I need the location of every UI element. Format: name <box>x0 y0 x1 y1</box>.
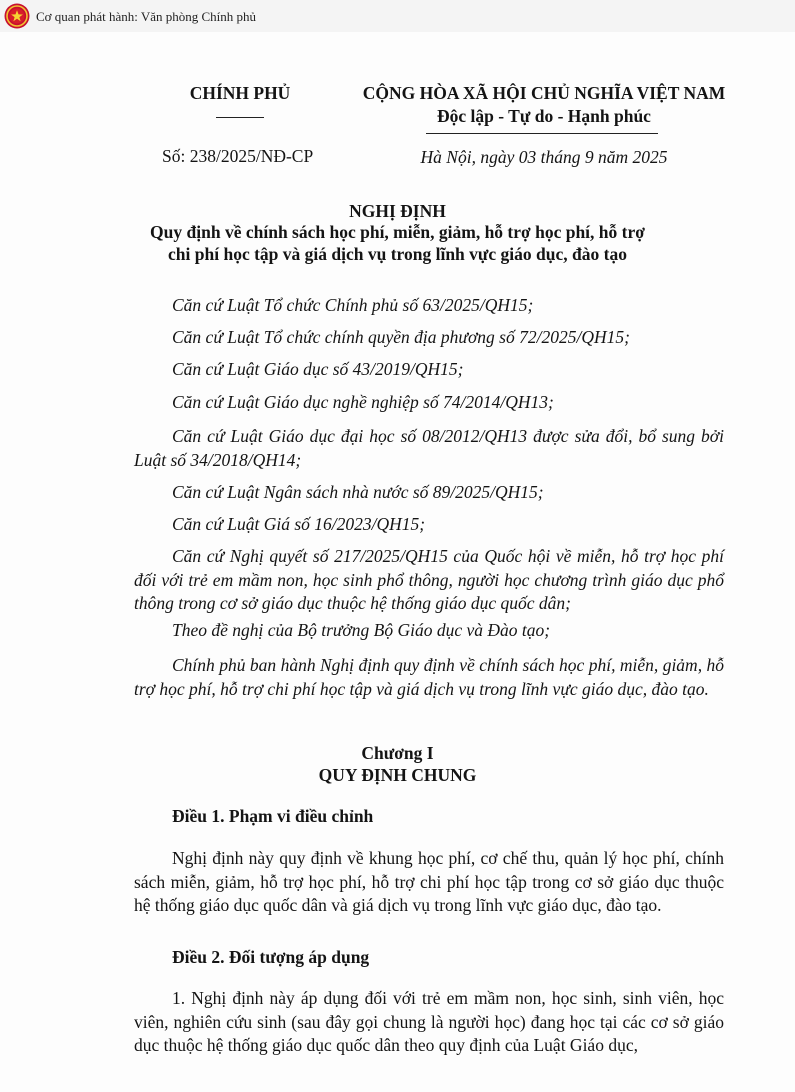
enactment-statement: Chính phủ ban hành Nghị định quy định về chính sách học phí, miễn, giảm, hỗ trợ học phí, hỗ trợ chi phí học tập và giá dịch vụ trong lĩnh vực giáo dục, đào tạo. <box>134 655 724 699</box>
legal-basis: Căn cứ Luật Tổ chức Chính phủ số 63/2025/QH15; <box>172 295 534 315</box>
article-1-title: Điều 1. Phạm vi điều chỉnh <box>172 806 374 826</box>
legal-basis: Căn cứ Luật Ngân sách nhà nước số 89/2025/QH15; <box>172 482 544 502</box>
legal-basis: Căn cứ Nghị quyết số 217/2025/QH15 của Quốc hội về miễn, hỗ trợ học phí đối với trẻ em mầm non, học sinh phổ thông, người học chương trình giáo dục phổ thông trong cơ sở giáo dục thuộc hệ thống giáo dục quốc dân; <box>134 546 724 613</box>
issuer-underline <box>216 117 264 118</box>
document-number: Số: 238/2025/NĐ-CP <box>162 146 314 166</box>
chapter-label: Chương I <box>361 743 434 763</box>
subject-line-1: Quy định về chính sách học phí, miễn, giảm, hỗ trợ học phí, hỗ trợ <box>150 222 645 242</box>
place-date: Hà Nội, ngày 03 tháng 9 năm 2025 <box>420 147 668 167</box>
document-type: NGHỊ ĐỊNH <box>349 201 446 221</box>
article-2-body: 1. Nghị định này áp dụng đối với trẻ em mầm non, học sinh, sinh viên, học viên, nghiên cứu sinh (sau đây gọi chung là người học) đang học tại các cơ sở giáo dục thuộc hệ thống giáo dục quốc dân theo quy định của Luật Giáo dục, <box>134 988 724 1055</box>
issuer-org: CHÍNH PHỦ <box>189 83 291 103</box>
legal-basis: Theo đề nghị của Bộ trưởng Bộ Giáo dục và Đào tạo; <box>172 620 551 640</box>
header-bar <box>0 0 795 33</box>
country-name: CỘNG HÒA XÃ HỘI CHỦ NGHĨA VIỆT NAM <box>362 83 726 103</box>
article-2-title: Điều 2. Đối tượng áp dụng <box>172 947 370 967</box>
document-page <box>0 32 795 1092</box>
national-emblem-icon <box>4 3 30 29</box>
chapter-title: QUY ĐỊNH CHUNG <box>318 765 477 785</box>
subject-line-2: chi phí học tập và giá dịch vụ trong lĩnh vực giáo dục, đào tạo <box>168 244 627 264</box>
legal-basis: Căn cứ Luật Tổ chức chính quyền địa phương số 72/2025/QH15; <box>172 327 630 347</box>
motto-underline <box>426 133 658 134</box>
article-1-body: Nghị định này quy định về khung học phí, cơ chế thu, quản lý học phí, chính sách miễn, giảm, hỗ trợ học phí, hỗ trợ chi phí học tập trong cơ sở giáo dục thuộc hệ thống giáo dục quốc dân và giá dịch vụ trong lĩnh vực giáo dục, đào tạo. <box>134 848 724 915</box>
legal-basis: Căn cứ Luật Giá số 16/2023/QH15; <box>172 514 426 534</box>
issuer-label: Cơ quan phát hành: Văn phòng Chính phủ <box>36 9 257 24</box>
national-motto: Độc lập - Tự do - Hạnh phúc <box>437 106 651 126</box>
legal-basis: Căn cứ Luật Giáo dục số 43/2019/QH15; <box>172 359 464 379</box>
legal-basis: Căn cứ Luật Giáo dục nghề nghiệp số 74/2014/QH13; <box>172 392 554 412</box>
legal-basis: Căn cứ Luật Giáo dục đại học số 08/2012/QH13 được sửa đổi, bổ sung bởi Luật số 34/2018/QH14; <box>134 426 724 470</box>
